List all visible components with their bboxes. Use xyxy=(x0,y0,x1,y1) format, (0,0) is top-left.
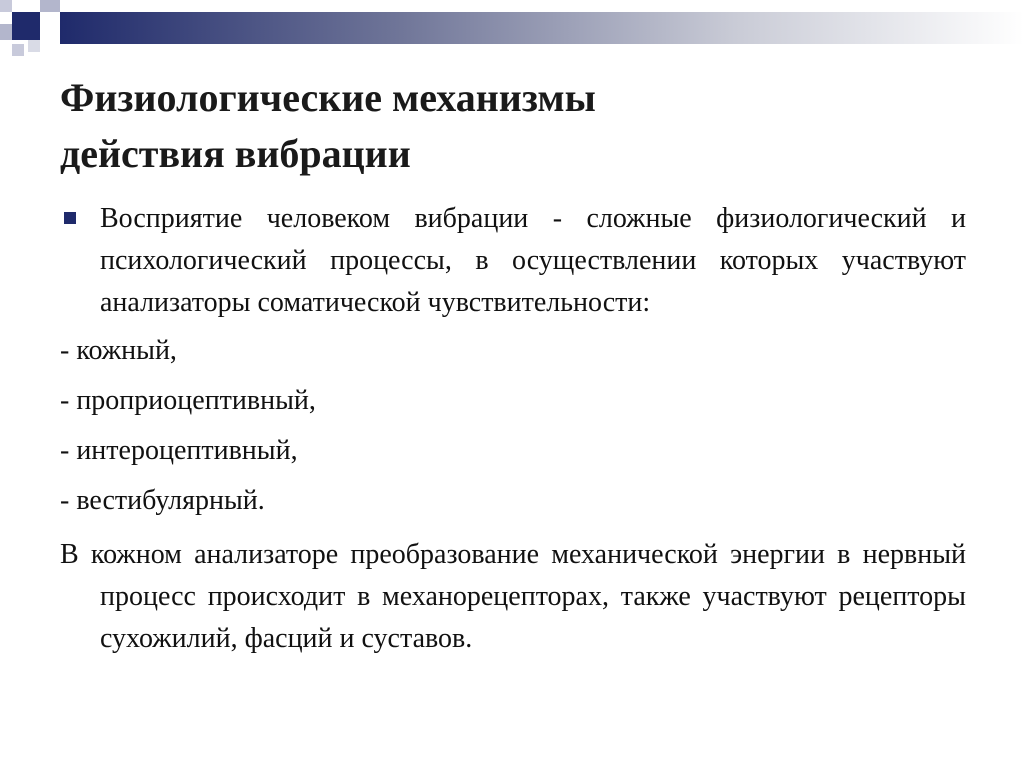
bullet-text: Восприятие человеком вибрации - сложные физиологический и психологический процессы, в осуществлении которых участвуют анализаторы соматической чувствительности: xyxy=(100,203,966,318)
deco-square-1 xyxy=(0,0,12,12)
square-bullet-icon xyxy=(64,212,76,224)
slide-content xyxy=(60,198,966,660)
analyzer-list xyxy=(60,330,966,530)
deco-square-3 xyxy=(40,0,60,12)
header-decoration xyxy=(0,12,1024,44)
title-line-2: действия вибрации xyxy=(60,131,411,176)
list-item-interoceptive: - интероцептивный, xyxy=(60,435,298,466)
deco-square-6 xyxy=(12,44,24,56)
bullet-paragraph xyxy=(60,198,966,324)
deco-square-4 xyxy=(44,12,56,24)
list-item-vestibular: - вестибулярный. xyxy=(60,485,265,516)
deco-square-2 xyxy=(12,12,40,40)
list-item-skin: - кожный, xyxy=(60,335,177,366)
deco-square-5 xyxy=(0,24,12,40)
slide-title xyxy=(60,70,960,182)
list-item-proprioceptive: - проприоцептивный, xyxy=(60,385,316,416)
deco-square-7 xyxy=(28,40,40,52)
final-paragraph: В кожном анализаторе преобразование механической энергии в нервный процесс происходит в механорецепторах, также участвуют рецепторы сухожилий, фасций и суставов. xyxy=(60,539,966,654)
title-line-1: Физиологические механизмы xyxy=(60,75,596,120)
